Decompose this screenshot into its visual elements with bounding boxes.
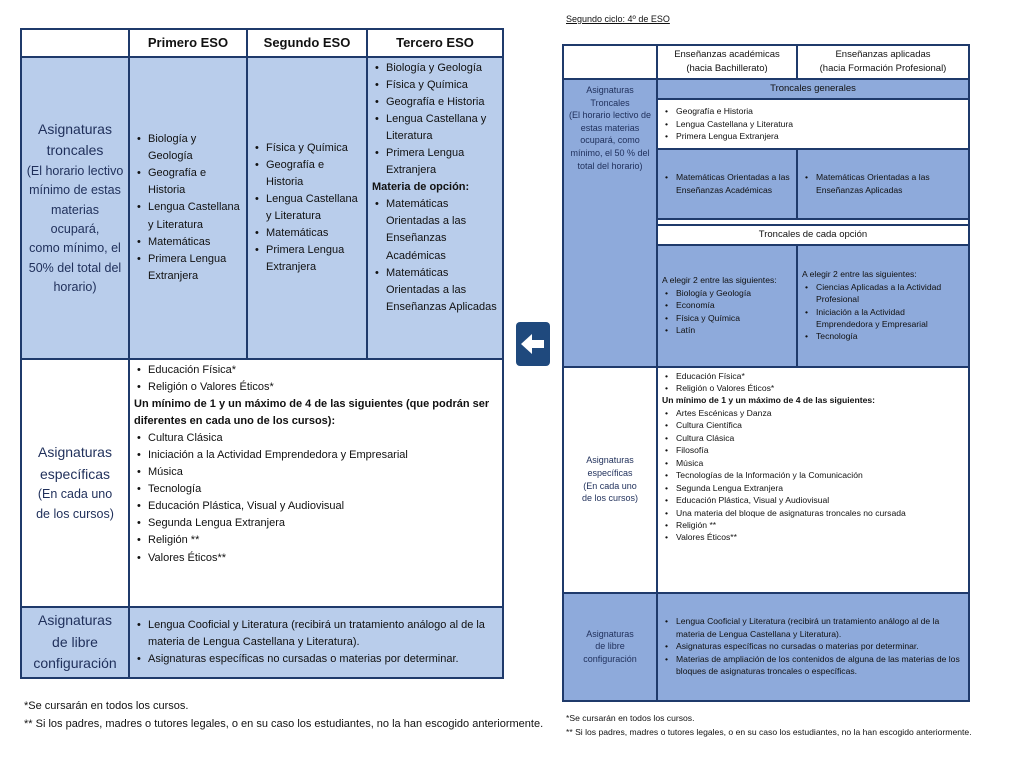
list-item: • Tecnología (148, 481, 498, 498)
list-item: • Educación Física* (676, 370, 964, 382)
label-line: de libre (52, 633, 98, 650)
segundo-troncales (247, 57, 367, 359)
page-title: Segundo ciclo: 4º de ESO (566, 14, 670, 24)
list-item: • Cultura Científica (676, 419, 964, 431)
header-segundo: Segundo ESO (247, 29, 367, 57)
label-line: específicas (39, 465, 111, 482)
list-item: • Educación Física* (148, 362, 498, 379)
generales-list (657, 99, 969, 149)
label-line: troncales (46, 142, 104, 159)
list-item: • Lengua Castellana y Literatura (676, 118, 964, 130)
list-item: • Biología y Geología (386, 60, 498, 77)
list-item: • Religión o Valores Éticos* (676, 382, 964, 394)
list-item: • Matemáticas Orientadas a las Enseñanzas Aplicadas (386, 265, 498, 316)
label-line: específicas (587, 467, 633, 478)
label-line: (El horario lectivo de (568, 110, 652, 121)
list-item: • Asignaturas específicas no cursadas o materias por determinar. (148, 651, 498, 668)
label-line: horario) (53, 280, 97, 295)
header-title: Enseñanzas aplicadas (835, 49, 931, 61)
especificas-label (21, 359, 129, 607)
libre-content (129, 607, 503, 678)
label-line: Asignaturas (38, 612, 112, 628)
arrow-left-icon (521, 333, 545, 355)
especificas-content (657, 367, 969, 593)
header-academicas (657, 45, 797, 79)
list-item: • Tecnología (816, 330, 964, 342)
list-item: • Una materia del bloque de asignaturas troncales no cursada (676, 507, 964, 519)
footnote: ** Si los padres, madres o tutores legales, o en su caso los estudiantes, no la han escogido anteriormente. (566, 726, 972, 737)
header-blank (563, 45, 657, 79)
especificas-intro: Un mínimo de 1 y un máximo de 4 de las siguientes (que podrán ser diferentes en cada uno de los cursos): (134, 398, 490, 428)
list-item: • Primera Lengua Extranjera (676, 130, 964, 142)
list-item: • Biología y Geología (676, 287, 792, 299)
opcion-title: Materia de opción: (372, 181, 470, 194)
opcion-academicas (657, 245, 797, 367)
label-line: de los cursos) (36, 506, 114, 521)
list-item: • Matemáticas (148, 234, 242, 251)
list-item: • Lengua Castellana y Literatura (148, 199, 242, 233)
back-arrow-button[interactable] (516, 322, 550, 366)
label-line: materias ocupará, (50, 202, 100, 236)
list-item: • Cultura Clásica (148, 430, 498, 447)
label-line: Asignaturas (38, 120, 112, 137)
list-item: • Matemáticas Orientadas a las Enseñanzas Aplicadas (816, 171, 964, 196)
list-item: • Biología y Geología (148, 131, 242, 165)
footnote: ** Si los padres, madres o tutores legales, o en su caso los estudiantes, no la han escogido anteriormente. (24, 717, 544, 730)
list-item: • Artes Escénicas y Danza (676, 407, 964, 419)
list-item: • Música (148, 464, 498, 481)
label-line: Asignaturas (586, 455, 634, 466)
header-sub: (hacia Formación Profesional) (819, 63, 947, 74)
list-item: • Física y Química (676, 312, 792, 324)
label-line: (En cada uno (583, 480, 637, 491)
label-line: Asignaturas (586, 628, 634, 639)
opcion-title: A elegir 2 entre las siguientes: (662, 275, 777, 286)
opcion-title: A elegir 2 entre las siguientes: (802, 269, 917, 280)
list-item: • Religión o Valores Éticos* (148, 379, 498, 396)
list-item: • Música (676, 457, 964, 469)
list-item: • Matemáticas (266, 225, 362, 242)
list-item: • Educación Plástica, Visual y Audiovisual (676, 494, 964, 506)
first-cycle-table (20, 28, 504, 679)
header-title: Enseñanzas académicas (674, 49, 780, 61)
troncales-opcion-header: Troncales de cada opción (657, 225, 969, 245)
especificas-intro: Un mínimo de 1 y un máximo de 4 de las siguientes: (662, 395, 875, 406)
list-item: • Física y Química (266, 140, 362, 157)
header-blank (21, 29, 129, 57)
list-item: • Lengua Cooficial y Literatura (recibirá un tratamiento análogo al de la materia de Lengua Castellana y Literatura). (148, 617, 498, 651)
list-item: • Segunda Lengua Extranjera (148, 515, 498, 532)
list-item: • Lengua Castellana y Literatura (266, 191, 362, 225)
list-item: • Iniciación a la Actividad Emprendedora y Empresarial (816, 306, 964, 331)
list-item: • Latín (676, 324, 792, 336)
list-item: • Valores Éticos** (676, 531, 964, 543)
label-line: como mínimo, el (29, 241, 121, 256)
list-item: • Religión ** (676, 519, 964, 531)
especificas-content (129, 359, 503, 607)
tercero-troncales (367, 57, 503, 359)
list-item: • Geografía e Historia (148, 165, 242, 199)
list-item: • Lengua Castellana y Literatura (386, 111, 498, 145)
primero-troncales (129, 57, 247, 359)
list-item: • Segunda Lengua Extranjera (676, 482, 964, 494)
list-item: • Geografía e Historia (676, 105, 964, 117)
list-item: • Religión ** (148, 532, 498, 549)
libre-label (21, 607, 129, 678)
list-item: • Tecnologías de la Información y la Comunicación (676, 469, 964, 481)
label-line: (El horario lectivo (26, 163, 124, 178)
list-item: • Iniciación a la Actividad Emprendedora y Empresarial (148, 447, 498, 464)
header-primero: Primero ESO (129, 29, 247, 57)
libre-content (657, 593, 969, 701)
left-footnotes (24, 698, 543, 733)
list-item: • Asignaturas específicas no cursadas o materias por determinar. (676, 640, 964, 652)
list-item: • Geografía e Historia (386, 94, 498, 111)
list-item: • Primera Lengua Extranjera (148, 251, 242, 285)
label-line: ocupará, como (580, 135, 640, 146)
right-footnotes (566, 712, 972, 740)
label-line: mínimo de estas (29, 183, 121, 198)
list-item: • Cultura Clásica (676, 432, 964, 444)
list-item: • Ciencias Aplicadas a la Actividad Profesional (816, 281, 964, 306)
list-item: • Valores Éticos** (148, 550, 498, 567)
footnote: *Se cursarán en todos los cursos. (24, 700, 189, 712)
list-item: • Economía (676, 299, 792, 311)
footnote: *Se cursarán en todos los cursos. (566, 713, 695, 723)
label-line: Asignaturas (38, 443, 112, 460)
list-item: • Primera Lengua Extranjera (266, 242, 362, 276)
second-cycle-table (562, 44, 970, 702)
label-line: configuración (33, 655, 117, 672)
list-item: • Matemáticas Orientadas a las Enseñanzas Académicas (676, 171, 792, 196)
list-item: • Geografía e Historia (266, 157, 362, 191)
list-item: • Filosofía (676, 444, 964, 456)
label-line: total del horario) (577, 160, 643, 171)
list-item: • Lengua Cooficial y Literatura (recibirá un tratamiento análogo al de la materia de Lengua Castellana y Literatura). (676, 615, 964, 640)
label-line: de los cursos) (581, 493, 639, 504)
label-line: estas materias (580, 122, 640, 133)
label-line: mínimo, el 50 % del (570, 147, 650, 158)
troncales-label (21, 57, 129, 359)
mat-academicas (657, 149, 797, 219)
troncales-generales-header: Troncales generales (657, 79, 969, 99)
mat-aplicadas (797, 149, 969, 219)
label-line: Troncales (590, 97, 630, 108)
troncales-label (563, 79, 657, 367)
list-item: • Matemáticas Orientadas a las Enseñanzas Académicas (386, 196, 498, 264)
label-line: 50% del total del (28, 260, 122, 275)
list-item: • Física y Química (386, 77, 498, 94)
list-item: • Materias de ampliación de los contenidos de alguna de las materias de los bloques de asignaturas troncales o específicas. (676, 653, 964, 678)
label-line: configuración (583, 653, 637, 664)
label-line: (En cada uno (37, 487, 113, 502)
header-tercero: Tercero ESO (367, 29, 503, 57)
label-line: Asignaturas (586, 85, 634, 95)
opcion-aplicadas (797, 245, 969, 367)
list-item: • Primera Lengua Extranjera (386, 145, 498, 179)
list-item: • Educación Plástica, Visual y Audiovisual (148, 498, 498, 515)
libre-label (563, 593, 657, 701)
label-line: de libre (595, 641, 625, 652)
header-aplicadas (797, 45, 969, 79)
especificas-label (563, 367, 657, 593)
header-sub: (hacia Bachillerato) (686, 63, 768, 74)
